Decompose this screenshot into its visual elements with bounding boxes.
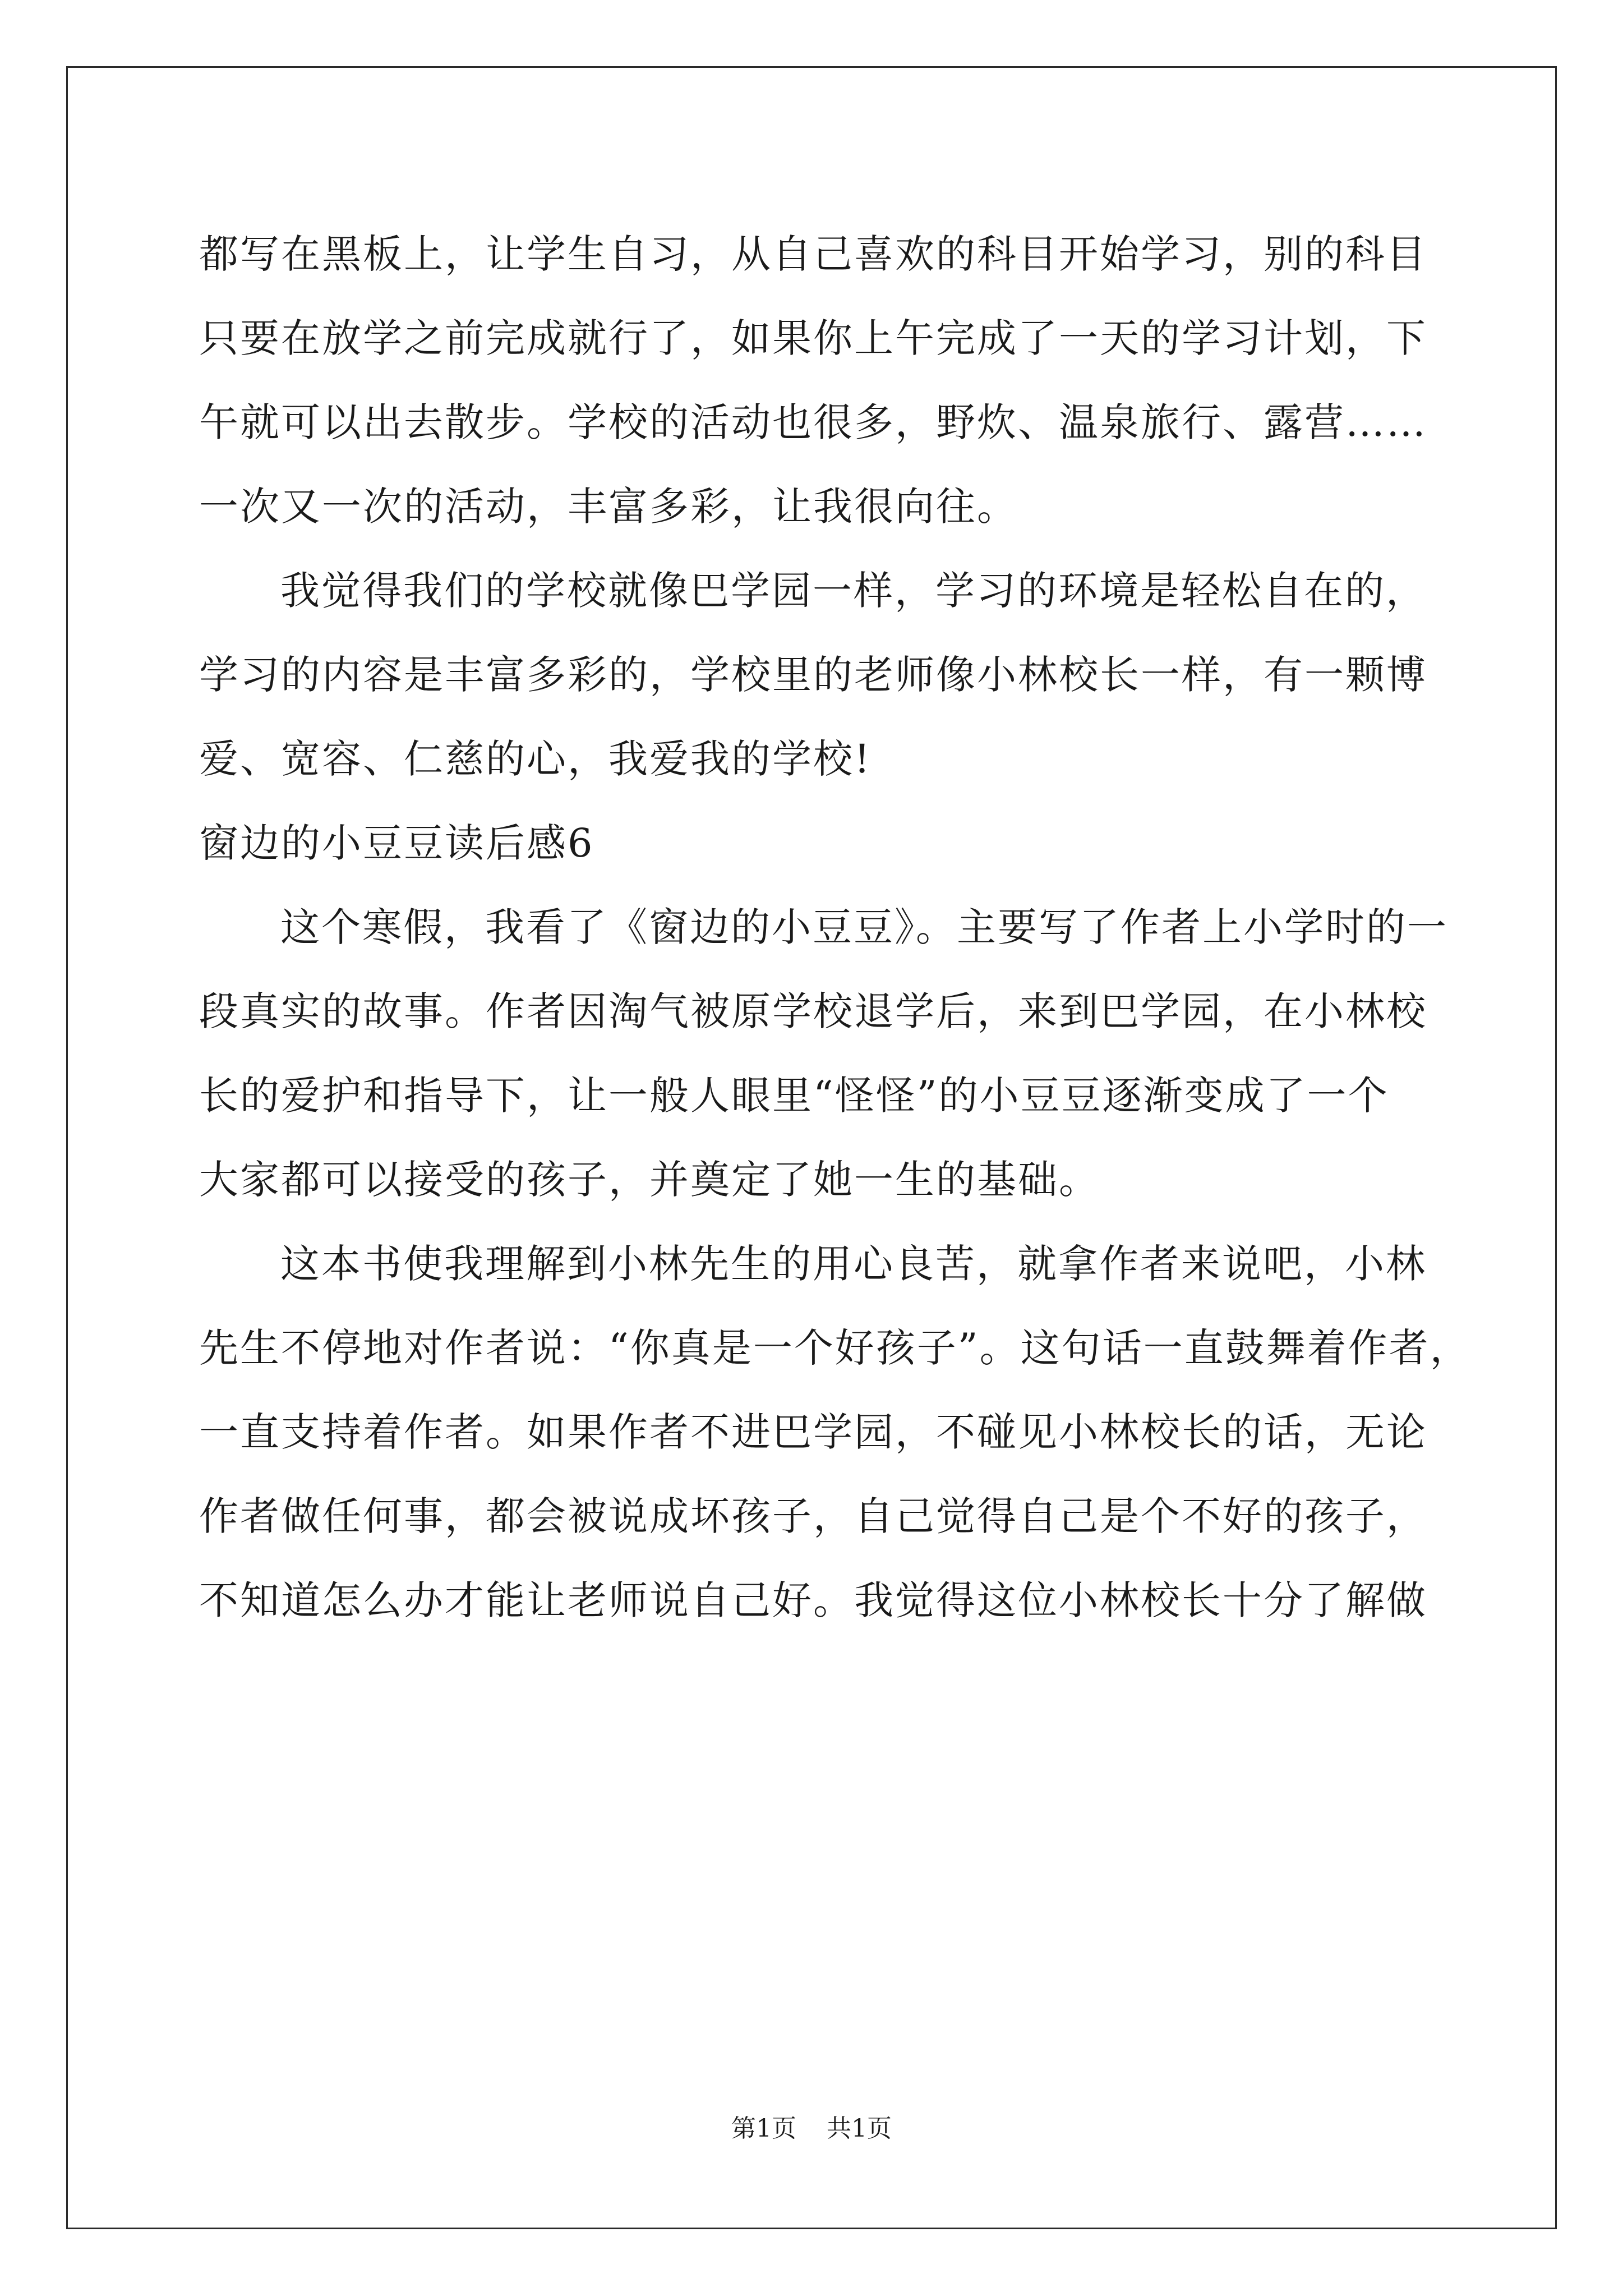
text-line: 先生不停地对作者说：“你真是一个好孩子”。这句话一直鼓舞着作者，	[199, 1325, 1471, 1371]
text-line: 一次又一次的活动，丰富多彩，让我很向往。	[199, 484, 1018, 530]
text-line: 大家都可以接受的孩子，并奠定了她一生的基础。	[199, 1157, 1100, 1203]
page-footer	[0, 2112, 1623, 2146]
text-line: 学习的内容是丰富多彩的，学校里的老师像小林校长一样，有一颗博	[199, 652, 1427, 698]
document-body	[199, 212, 1471, 1642]
text-line: 不知道怎么办才能让老师说自己好。我觉得这位小林校长十分了解做	[199, 1577, 1427, 1623]
text-line: 一直支持着作者。如果作者不进巴学园，不碰见小林校长的话，无论	[199, 1409, 1427, 1455]
text-line: 长的爱护和指导下，让一般人眼里“怪怪”的小豆豆逐渐变成了一个	[199, 1073, 1389, 1119]
page-total: 共1页	[827, 2114, 892, 2143]
text-line: 爱、宽容、仁慈的心，我爱我的学校!	[199, 736, 872, 782]
text-line: 只要在放学之前完成就行了，如果你上午完成了一天的学习计划，下	[199, 315, 1427, 361]
text-line: 段真实的故事。作者因淘气被原学校退学后，来到巴学园，在小林校	[199, 988, 1427, 1034]
page-number: 第1页	[731, 2114, 796, 2143]
text-line: 作者做任何事，都会被说成坏孩子，自己觉得自己是个不好的孩子，	[199, 1493, 1427, 1539]
text-line: 我觉得我们的学校就像巴学园一样，学习的环境是轻松自在的，	[280, 568, 1427, 614]
text-line: 这本书使我理解到小林先生的用心良苦，就拿作者来说吧，小林	[280, 1241, 1427, 1287]
text-line: 午就可以出去散步。学校的活动也很多，野炊、温泉旅行、露营……	[199, 399, 1427, 445]
text-line: 这个寒假，我看了《窗边的小豆豆》。主要写了作者上小学时的一	[280, 904, 1448, 950]
section-heading: 窗边的小豆豆读后感6	[199, 820, 594, 866]
text-line: 都写在黑板上，让学生自习，从自己喜欢的科目开始学习，别的科目	[199, 231, 1427, 277]
